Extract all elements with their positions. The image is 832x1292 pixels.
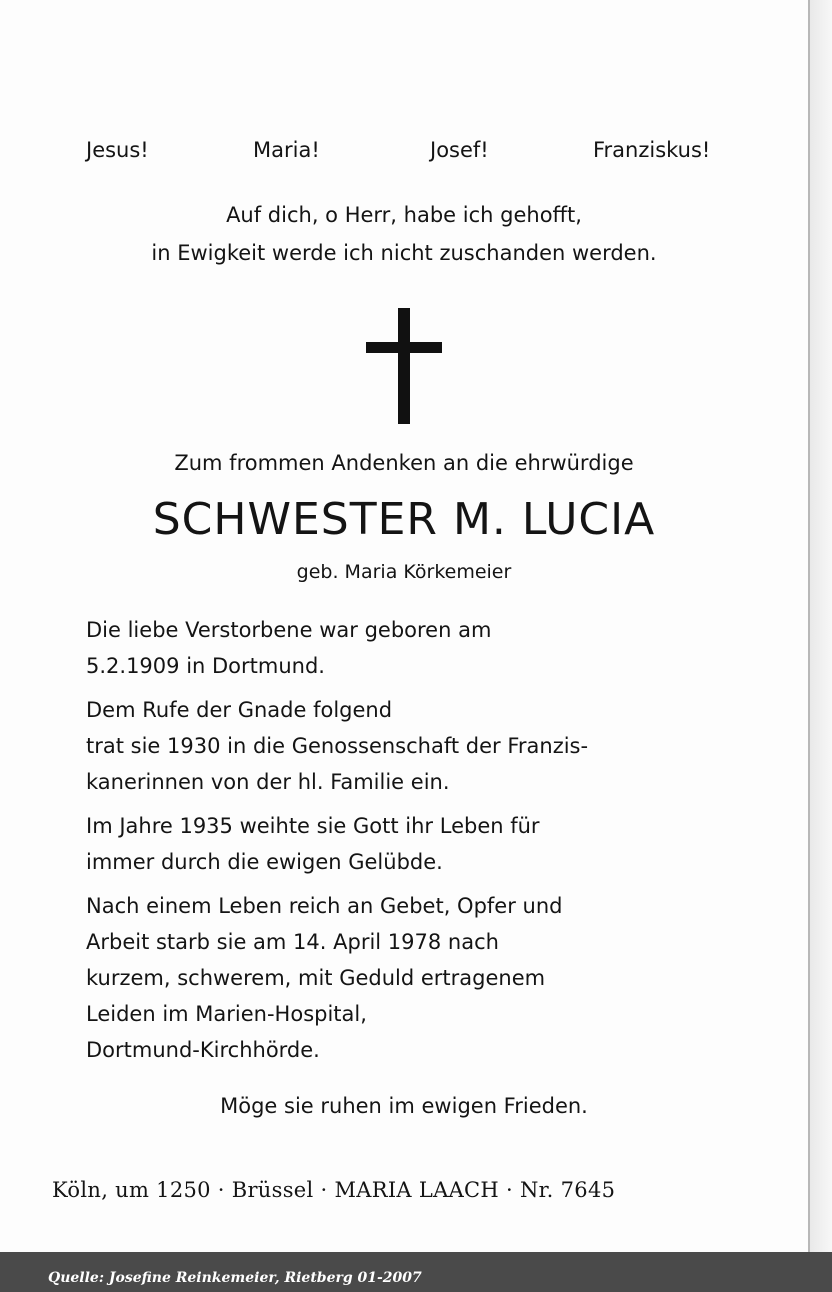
paragraph-death: [86, 888, 786, 1068]
text-line: immer durch die ewigen Gelübde.: [86, 850, 443, 874]
source-credit: Quelle: Josefine Reinkemeier, Rietberg 01-2007: [48, 1270, 422, 1286]
text-line: Leiden im Marien-Hospital,: [86, 1002, 367, 1026]
text-line: trat sie 1930 in die Genossenschaft der Franzis-: [86, 734, 589, 758]
text-line: Arbeit starb sie am 14. April 1978 nach: [86, 930, 499, 954]
cross-horizontal-beam: [366, 342, 442, 353]
paragraph-vows: [86, 808, 786, 880]
invocation-franziskus: Franziskus!: [593, 138, 711, 162]
publisher-imprint: Köln, um 1250 · Brüssel · MARIA LAACH · Nr. 7645: [52, 1178, 616, 1202]
cross-vertical-beam: [398, 308, 410, 424]
blessing-line: Möge sie ruhen im ewigen Frieden.: [220, 1094, 588, 1118]
text-line: Dem Rufe der Gnade folgend: [86, 698, 393, 722]
cross-icon: [366, 308, 442, 424]
dedication-line: Zum frommen Andenken an die ehrwürdige: [174, 451, 634, 475]
paragraph-vocation: [86, 692, 786, 800]
birth-name: geb. Maria Körkemeier: [296, 561, 512, 583]
biography: [86, 612, 786, 1076]
text-line: Die liebe Verstorbene war geboren am: [86, 618, 492, 642]
deceased-name: SCHWESTER M. LUCIA: [152, 494, 656, 545]
paragraph-birth: [86, 612, 786, 684]
page-edge-shade: [810, 0, 832, 1252]
text-line: kurzem, schwerem, mit Geduld ertragenem: [86, 966, 546, 990]
psalm-line-2: in Ewigkeit werde ich nicht zuschanden werden.: [151, 241, 657, 265]
source-footer-bar: [0, 1252, 832, 1292]
text-line: Im Jahre 1935 weihte sie Gott ihr Leben für: [86, 814, 540, 838]
text-line: 5.2.1909 in Dortmund.: [86, 654, 325, 678]
invocations-row: [0, 138, 808, 172]
invocation-maria: Maria!: [253, 138, 320, 162]
text-line: kanerinnen von der hl. Familie ein.: [86, 770, 450, 794]
invocation-josef: Josef!: [430, 138, 489, 162]
text-line: Dortmund-Kirchhörde.: [86, 1038, 320, 1062]
invocation-jesus: Jesus!: [86, 138, 149, 162]
text-line: Nach einem Leben reich an Gebet, Opfer und: [86, 894, 563, 918]
psalm-verse: [0, 196, 808, 272]
psalm-line-1: Auf dich, o Herr, habe ich gehofft,: [226, 203, 582, 227]
